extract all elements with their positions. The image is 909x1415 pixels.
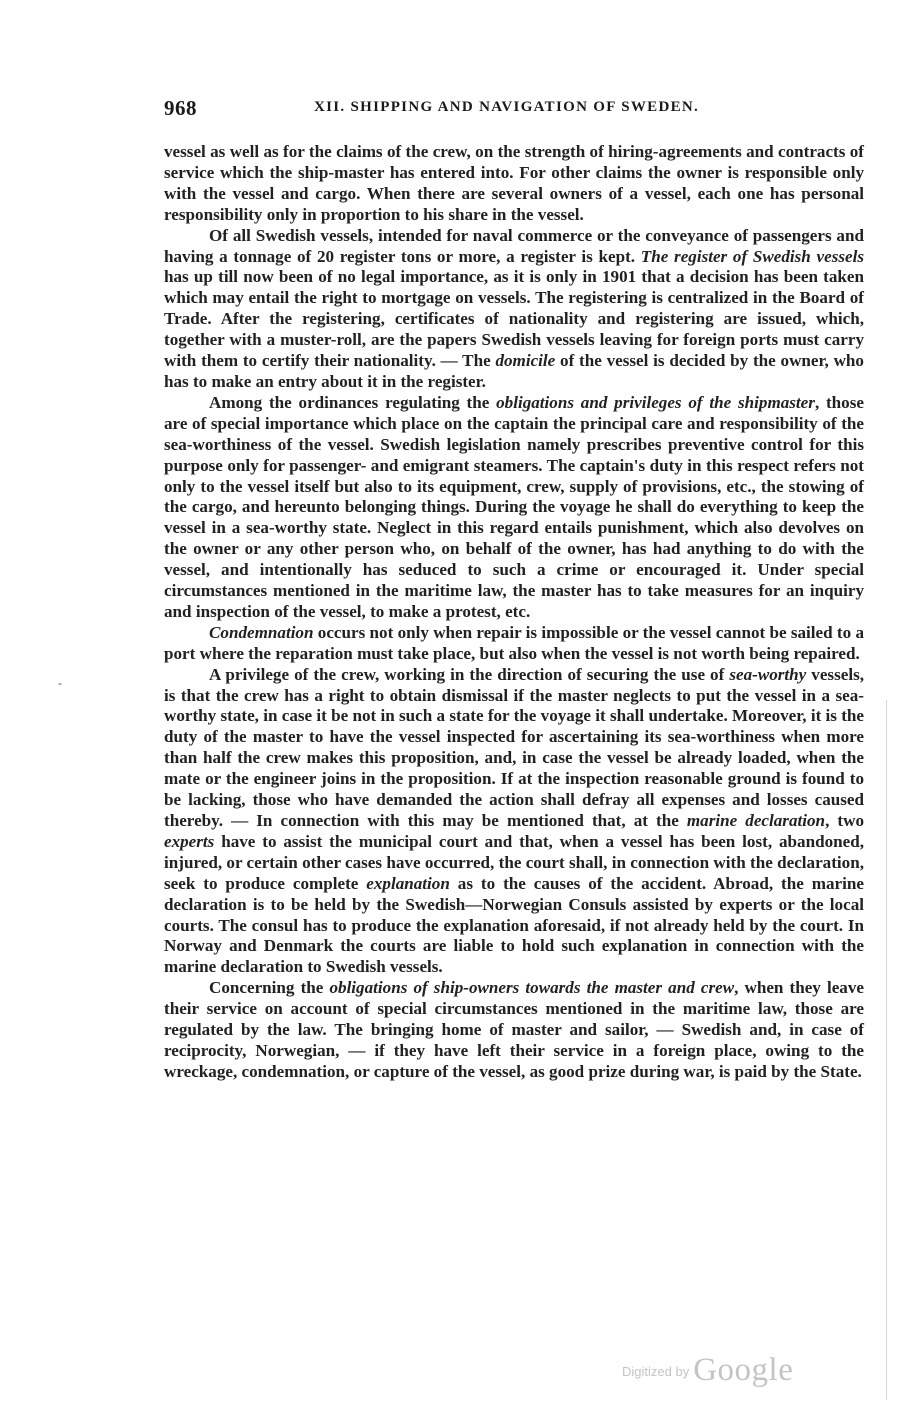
text-run: occurs not only when repair is impossible or the vessel cannot be sailed to a port where the reparation must take place, but also when the vessel is not worth being repaired. [164, 622, 864, 663]
digitized-watermark [622, 1352, 793, 1392]
margin-mark: - [58, 676, 62, 690]
text-run: of the vessel is decided by the owner, who has to make an entry about it in the register. [164, 351, 864, 391]
paragraph [164, 393, 864, 623]
text-run: vessel as well as for the claims of the crew, on the strength of hiring-agreements and contracts of service which the ship-master has entered into. For other claims the owner is responsible only with the vessel and cargo. When there are several owners of a vessel, each one has personal responsibility only in proportion to his share in the vessel. [164, 142, 864, 224]
text-run: Concerning the [209, 978, 330, 998]
paragraph [164, 142, 864, 226]
italic-phrase: domicile [495, 351, 556, 371]
running-head: XII. SHIPPING AND NAVIGATION OF SWEDEN. [314, 99, 700, 115]
text-run: have to assist the municipal court and that, when a vessel has been lost, abandoned, injured, or certain other cases have occurred, the court shall, in connection with the declaration, seek to produce complete [164, 831, 864, 893]
italic-phrase: Condemnation [209, 622, 314, 642]
italic-phrase: marine declaration [686, 811, 826, 830]
text-run: , those are of special importance which place on the captain the principal care and responsibility of the sea-worthiness of the vessel. Swedish legislation namely prescribes preventive control for this purpose only for passenger- and emigrant steamers. The captain's duty in this respect refers not only to the vessel itself but also to its equipment, crew, supply of provisions, etc., the stowing of the cargo, and hereunto belonging things. During the voyage he shall do everything to keep the vessel in a sea-worthy state. Neglect in this regard entails punishment, which also devolves on the owner or any other person who, on behalf of the owner, has had anything to do with the vessel, and intentionally has seduced to such a crime or encouraged it. Under special circumstances mentioned in the maritime law, the master has to take measures for an inquiry and inspection of the vessel, to make a protest, etc. [164, 392, 864, 621]
paragraph [164, 665, 864, 979]
page-gutter-edge [886, 700, 887, 1400]
italic-phrase: obligations and privileges of the shipmaster [496, 392, 815, 412]
italic-phrase: experts [164, 831, 215, 851]
paragraph [164, 226, 864, 393]
text-run: , two [825, 811, 864, 830]
italic-phrase: explanation [366, 873, 450, 893]
page-number: 968 [164, 96, 197, 120]
text-run: vessels, is that the crew has a right to obtain dismissal if the master neglects to put the vessel in a sea-worthy state, in case it be not in such a state for the voyage it shall undertake. Moreover, it is the duty of the master to have the vessel inspected for ascertaining its sea-worthiness when more than half the crew makes this proposition, and, in case the vessel be already loaded, when the mate or the engineer joins in the proposition. If at the inspection reasonable ground is found to be lacking, those who have demanded the action shall defray all expenses and losses caused thereby. — In connection with this may be mentioned that, at the [164, 664, 864, 830]
text-run: as to the causes of the accident. Abroad, the marine declaration is to be held by the Swedish—Norwegian Consuls assisted by experts or the local courts. The consul has to produce the explanation aforesaid, if not already held by the court. In Norway and Denmark the courts are liable to hold such explanation in connection with the marine declaration to Swedish vessels. [164, 873, 864, 977]
text-run: , when they leave their service on account of special circumstances mentioned in the maritime law, those are regulated by the law. The bringing home of master and sailor, — Swedish and, in case of reciprocity, Norwegian, — if they have left their service in a foreign place, owing to the wreckage, condemnation, or capture of the vessel, as good prize during war, is paid by the State. [164, 978, 864, 1081]
text-run: has up till now been of no legal importance, as it is only in 1901 that a decision has been taken which may entail the right to mortgage on vessels. The registering is centralized in the Board of Trade. After the registering, certificates of nationality and registering are issued, which, together with a muster-roll, are the papers Swedish vessels leaving for foreign ports must carry with them to certify their nationality. — The [164, 267, 864, 371]
text-run: A privilege of the crew, working in the direction of securing the use of [209, 664, 730, 684]
body-text [164, 142, 864, 1083]
watermark-prefix: Digitized by [622, 1364, 690, 1379]
paragraph [164, 623, 864, 665]
italic-phrase: sea-worthy [729, 664, 807, 684]
paragraph [164, 978, 864, 1083]
italic-phrase: obligations of ship-owners towards the master and crew [329, 978, 735, 998]
watermark-logo: Google [693, 1352, 794, 1388]
text-run: Of all Swedish vessels, intended for naval commerce or the conveyance of passengers and having a tonnage of 20 register tons or more, a register is kept. [164, 225, 864, 266]
page-header [164, 96, 864, 124]
italic-phrase: The register of Swedish vessels [640, 246, 864, 266]
text-run: Among the ordinances regulating the [209, 392, 497, 412]
